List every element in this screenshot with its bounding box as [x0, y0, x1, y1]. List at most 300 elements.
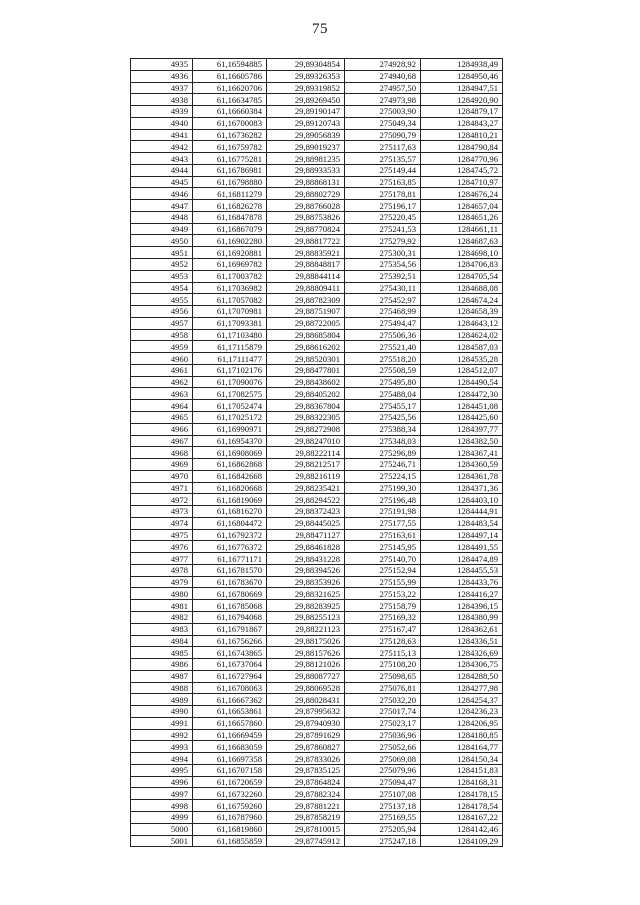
y-coordinate-cell: 1284361,78	[421, 470, 503, 482]
longitude-cell: 29,88353926	[267, 576, 345, 588]
latitude-cell: 61,16736282	[193, 129, 267, 141]
latitude-cell: 61,16819069	[193, 494, 267, 506]
longitude-cell: 29,87882324	[267, 788, 345, 800]
y-coordinate-cell: 1284490,54	[421, 376, 503, 388]
longitude-cell: 29,89056839	[267, 129, 345, 141]
point-number-cell: 4970	[131, 470, 193, 482]
y-coordinate-cell: 1284336,51	[421, 635, 503, 647]
longitude-cell: 29,88751907	[267, 306, 345, 318]
latitude-cell: 61,16720659	[193, 776, 267, 788]
latitude-cell: 61,16605786	[193, 70, 267, 82]
y-coordinate-cell: 1284474,89	[421, 553, 503, 565]
point-number-cell: 4972	[131, 494, 193, 506]
latitude-cell: 61,16594885	[193, 59, 267, 71]
point-number-cell: 4966	[131, 423, 193, 435]
table-row	[131, 576, 503, 588]
table-row	[131, 447, 503, 459]
table-row	[131, 317, 503, 329]
longitude-cell: 29,88817722	[267, 235, 345, 247]
longitude-cell: 29,89019237	[267, 141, 345, 153]
latitude-cell: 61,16620706	[193, 82, 267, 94]
longitude-cell: 29,87860827	[267, 741, 345, 753]
longitude-cell: 29,88802729	[267, 188, 345, 200]
point-number-cell: 4965	[131, 411, 193, 423]
y-coordinate-cell: 1284674,24	[421, 294, 503, 306]
latitude-cell: 61,17082575	[193, 388, 267, 400]
latitude-cell: 61,17052474	[193, 400, 267, 412]
point-number-cell: 4973	[131, 506, 193, 518]
x-coordinate-cell: 275098,65	[345, 670, 421, 682]
x-coordinate-cell: 275108,20	[345, 659, 421, 671]
x-coordinate-cell: 275241,53	[345, 223, 421, 235]
x-coordinate-cell: 275247,18	[345, 835, 421, 847]
x-coordinate-cell: 275076,81	[345, 682, 421, 694]
y-coordinate-cell: 1284843,27	[421, 117, 503, 129]
point-number-cell: 4994	[131, 753, 193, 765]
longitude-cell: 29,88394526	[267, 564, 345, 576]
latitude-cell: 61,16820668	[193, 482, 267, 494]
table-row	[131, 788, 503, 800]
longitude-cell: 29,88461828	[267, 541, 345, 553]
y-coordinate-cell: 1284403,10	[421, 494, 503, 506]
y-coordinate-cell: 1284688,08	[421, 282, 503, 294]
y-coordinate-cell: 1284535,28	[421, 353, 503, 365]
point-number-cell: 4939	[131, 106, 193, 118]
x-coordinate-cell: 274973,98	[345, 94, 421, 106]
longitude-cell: 29,87810015	[267, 823, 345, 835]
longitude-cell: 29,88216119	[267, 470, 345, 482]
y-coordinate-cell: 1284362,61	[421, 623, 503, 635]
table-row	[131, 823, 503, 835]
x-coordinate-cell: 275003,90	[345, 106, 421, 118]
latitude-cell: 61,16847878	[193, 211, 267, 223]
table-row	[131, 282, 503, 294]
x-coordinate-cell: 275167,47	[345, 623, 421, 635]
latitude-cell: 61,16707158	[193, 764, 267, 776]
table-row	[131, 59, 503, 71]
longitude-cell: 29,89319852	[267, 82, 345, 94]
point-number-cell: 4974	[131, 517, 193, 529]
point-number-cell: 4963	[131, 388, 193, 400]
x-coordinate-cell: 275049,34	[345, 117, 421, 129]
table-row	[131, 753, 503, 765]
longitude-cell: 29,87835125	[267, 764, 345, 776]
y-coordinate-cell: 1284277,98	[421, 682, 503, 694]
point-number-cell: 4957	[131, 317, 193, 329]
table-row	[131, 741, 503, 753]
y-coordinate-cell: 1284380,99	[421, 611, 503, 623]
table-row	[131, 153, 503, 165]
x-coordinate-cell: 275348,03	[345, 435, 421, 447]
point-number-cell: 5000	[131, 823, 193, 835]
longitude-cell: 29,87833026	[267, 753, 345, 765]
y-coordinate-cell: 1284947,51	[421, 82, 503, 94]
x-coordinate-cell: 275196,48	[345, 494, 421, 506]
table-row	[131, 729, 503, 741]
longitude-cell: 29,88221123	[267, 623, 345, 635]
table-row	[131, 388, 503, 400]
table-row	[131, 70, 503, 82]
y-coordinate-cell: 1284810,21	[421, 129, 503, 141]
latitude-cell: 61,16697358	[193, 753, 267, 765]
point-number-cell: 4945	[131, 176, 193, 188]
y-coordinate-cell: 1284167,22	[421, 812, 503, 824]
latitude-cell: 61,16842668	[193, 470, 267, 482]
latitude-cell: 61,17025172	[193, 411, 267, 423]
point-number-cell: 4999	[131, 812, 193, 824]
y-coordinate-cell: 1284920,90	[421, 94, 503, 106]
latitude-cell: 61,16816270	[193, 506, 267, 518]
x-coordinate-cell: 275220,45	[345, 211, 421, 223]
y-coordinate-cell: 1284658,39	[421, 306, 503, 318]
longitude-cell: 29,88294522	[267, 494, 345, 506]
x-coordinate-cell: 275488,04	[345, 388, 421, 400]
longitude-cell: 29,88028431	[267, 694, 345, 706]
point-number-cell: 4981	[131, 600, 193, 612]
latitude-cell: 61,17103480	[193, 329, 267, 341]
latitude-cell: 61,16920881	[193, 247, 267, 259]
latitude-cell: 61,16826278	[193, 200, 267, 212]
latitude-cell: 61,16780669	[193, 588, 267, 600]
y-coordinate-cell: 1284151,83	[421, 764, 503, 776]
table-row	[131, 141, 503, 153]
point-number-cell: 4979	[131, 576, 193, 588]
y-coordinate-cell: 1284109,29	[421, 835, 503, 847]
x-coordinate-cell: 275169,32	[345, 611, 421, 623]
x-coordinate-cell: 275115,13	[345, 647, 421, 659]
longitude-cell: 29,88835921	[267, 247, 345, 259]
point-number-cell: 4993	[131, 741, 193, 753]
table-row	[131, 694, 503, 706]
longitude-cell: 29,88235421	[267, 482, 345, 494]
table-row	[131, 459, 503, 471]
point-number-cell: 4997	[131, 788, 193, 800]
x-coordinate-cell: 275354,56	[345, 259, 421, 271]
point-number-cell: 4937	[131, 82, 193, 94]
table-row	[131, 553, 503, 565]
longitude-cell: 29,87864824	[267, 776, 345, 788]
table-row	[131, 200, 503, 212]
point-number-cell: 5001	[131, 835, 193, 847]
x-coordinate-cell: 275392,51	[345, 270, 421, 282]
latitude-cell: 61,16657860	[193, 717, 267, 729]
table-row	[131, 706, 503, 718]
y-coordinate-cell: 1284745,72	[421, 164, 503, 176]
latitude-cell: 61,16700083	[193, 117, 267, 129]
y-coordinate-cell: 1284483,54	[421, 517, 503, 529]
longitude-cell: 29,88069528	[267, 682, 345, 694]
table-row	[131, 294, 503, 306]
latitude-cell: 61,16783670	[193, 576, 267, 588]
table-row	[131, 270, 503, 282]
latitude-cell: 61,16667362	[193, 694, 267, 706]
longitude-cell: 29,89190147	[267, 106, 345, 118]
latitude-cell: 61,16787960	[193, 812, 267, 824]
y-coordinate-cell: 1284657,04	[421, 200, 503, 212]
table-row	[131, 812, 503, 824]
table-row	[131, 647, 503, 659]
point-number-cell: 4971	[131, 482, 193, 494]
table-row	[131, 659, 503, 671]
longitude-cell: 29,87745912	[267, 835, 345, 847]
longitude-cell: 29,88477801	[267, 364, 345, 376]
x-coordinate-cell: 275163,85	[345, 176, 421, 188]
longitude-cell: 29,88520301	[267, 353, 345, 365]
longitude-cell: 29,87881221	[267, 800, 345, 812]
longitude-cell: 29,88933533	[267, 164, 345, 176]
point-number-cell: 4944	[131, 164, 193, 176]
longitude-cell: 29,88782309	[267, 294, 345, 306]
longitude-cell: 29,88157626	[267, 647, 345, 659]
x-coordinate-cell: 274928,92	[345, 59, 421, 71]
point-number-cell: 4967	[131, 435, 193, 447]
latitude-cell: 61,16862868	[193, 459, 267, 471]
x-coordinate-cell: 275177,55	[345, 517, 421, 529]
latitude-cell: 61,17003782	[193, 270, 267, 282]
latitude-cell: 61,16819860	[193, 823, 267, 835]
x-coordinate-cell: 275090,79	[345, 129, 421, 141]
latitude-cell: 61,16708063	[193, 682, 267, 694]
x-coordinate-cell: 275169,55	[345, 812, 421, 824]
point-number-cell: 4998	[131, 800, 193, 812]
latitude-cell: 61,16804472	[193, 517, 267, 529]
table-row	[131, 306, 503, 318]
latitude-cell: 61,16653861	[193, 706, 267, 718]
latitude-cell: 61,16634785	[193, 94, 267, 106]
point-number-cell: 4953	[131, 270, 193, 282]
x-coordinate-cell: 275506,36	[345, 329, 421, 341]
longitude-cell: 29,88283925	[267, 600, 345, 612]
latitude-cell: 61,17090076	[193, 376, 267, 388]
y-coordinate-cell: 1284472,30	[421, 388, 503, 400]
longitude-cell: 29,88222114	[267, 447, 345, 459]
y-coordinate-cell: 1284451,08	[421, 400, 503, 412]
point-number-cell: 4989	[131, 694, 193, 706]
point-number-cell: 4983	[131, 623, 193, 635]
table-row	[131, 611, 503, 623]
y-coordinate-cell: 1284178,15	[421, 788, 503, 800]
longitude-cell: 29,87940930	[267, 717, 345, 729]
longitude-cell: 29,87995632	[267, 706, 345, 718]
table-row	[131, 541, 503, 553]
point-number-cell: 4975	[131, 529, 193, 541]
longitude-cell: 29,88770824	[267, 223, 345, 235]
point-number-cell: 4976	[131, 541, 193, 553]
x-coordinate-cell: 275163,61	[345, 529, 421, 541]
y-coordinate-cell: 1284433,76	[421, 576, 503, 588]
point-number-cell: 4959	[131, 341, 193, 353]
table-row	[131, 341, 503, 353]
latitude-cell: 61,17036982	[193, 282, 267, 294]
table-row	[131, 776, 503, 788]
x-coordinate-cell: 275017,74	[345, 706, 421, 718]
x-coordinate-cell: 275518,20	[345, 353, 421, 365]
table-row	[131, 329, 503, 341]
point-number-cell: 4968	[131, 447, 193, 459]
x-coordinate-cell: 275296,89	[345, 447, 421, 459]
table-row	[131, 176, 503, 188]
y-coordinate-cell: 1284236,23	[421, 706, 503, 718]
longitude-cell: 29,88087727	[267, 670, 345, 682]
x-coordinate-cell: 275494,47	[345, 317, 421, 329]
table-row	[131, 482, 503, 494]
point-number-cell: 4969	[131, 459, 193, 471]
point-number-cell: 4949	[131, 223, 193, 235]
point-number-cell: 4987	[131, 670, 193, 682]
longitude-cell: 29,88766028	[267, 200, 345, 212]
x-coordinate-cell: 275107,08	[345, 788, 421, 800]
latitude-cell: 61,16660384	[193, 106, 267, 118]
y-coordinate-cell: 1284416,27	[421, 588, 503, 600]
y-coordinate-cell: 1284455,53	[421, 564, 503, 576]
x-coordinate-cell: 275468,99	[345, 306, 421, 318]
longitude-cell: 29,88471127	[267, 529, 345, 541]
point-number-cell: 4935	[131, 59, 193, 71]
table-row	[131, 506, 503, 518]
latitude-cell: 61,16776372	[193, 541, 267, 553]
table-row	[131, 600, 503, 612]
point-number-cell: 4962	[131, 376, 193, 388]
point-number-cell: 4990	[131, 706, 193, 718]
longitude-cell: 29,88121026	[267, 659, 345, 671]
latitude-cell: 61,16785068	[193, 600, 267, 612]
x-coordinate-cell: 274940,68	[345, 70, 421, 82]
x-coordinate-cell: 275079,96	[345, 764, 421, 776]
x-coordinate-cell: 275452,97	[345, 294, 421, 306]
x-coordinate-cell: 275455,17	[345, 400, 421, 412]
y-coordinate-cell: 1284706,83	[421, 259, 503, 271]
latitude-cell: 61,16771171	[193, 553, 267, 565]
y-coordinate-cell: 1284643,12	[421, 317, 503, 329]
table-row	[131, 400, 503, 412]
table-row	[131, 835, 503, 847]
point-number-cell: 4942	[131, 141, 193, 153]
longitude-cell: 29,88848817	[267, 259, 345, 271]
longitude-cell: 29,88175026	[267, 635, 345, 647]
y-coordinate-cell: 1284705,54	[421, 270, 503, 282]
latitude-cell: 61,16743865	[193, 647, 267, 659]
point-number-cell: 4943	[131, 153, 193, 165]
y-coordinate-cell: 1284180,85	[421, 729, 503, 741]
x-coordinate-cell: 275153,22	[345, 588, 421, 600]
x-coordinate-cell: 275246,71	[345, 459, 421, 471]
x-coordinate-cell: 275205,94	[345, 823, 421, 835]
table-row	[131, 517, 503, 529]
y-coordinate-cell: 1284698,10	[421, 247, 503, 259]
point-number-cell: 4951	[131, 247, 193, 259]
latitude-cell: 61,16969782	[193, 259, 267, 271]
x-coordinate-cell: 275300,31	[345, 247, 421, 259]
table-row	[131, 411, 503, 423]
y-coordinate-cell: 1284168,31	[421, 776, 503, 788]
y-coordinate-cell: 1284288,50	[421, 670, 503, 682]
y-coordinate-cell: 1284425,60	[421, 411, 503, 423]
longitude-cell: 29,88255123	[267, 611, 345, 623]
table-row	[131, 470, 503, 482]
longitude-cell: 29,88809411	[267, 282, 345, 294]
point-number-cell: 4952	[131, 259, 193, 271]
y-coordinate-cell: 1284661,11	[421, 223, 503, 235]
latitude-cell: 61,16855859	[193, 835, 267, 847]
table-row	[131, 682, 503, 694]
y-coordinate-cell: 1284360,59	[421, 459, 503, 471]
table-row	[131, 623, 503, 635]
longitude-cell: 29,88981235	[267, 153, 345, 165]
x-coordinate-cell: 275199,30	[345, 482, 421, 494]
x-coordinate-cell: 275032,20	[345, 694, 421, 706]
latitude-cell: 61,16683059	[193, 741, 267, 753]
longitude-cell: 29,87858219	[267, 812, 345, 824]
table-row	[131, 82, 503, 94]
table-row	[131, 364, 503, 376]
table-row	[131, 211, 503, 223]
point-number-cell: 4936	[131, 70, 193, 82]
longitude-cell: 29,88212517	[267, 459, 345, 471]
point-number-cell: 4984	[131, 635, 193, 647]
longitude-cell: 29,88616202	[267, 341, 345, 353]
point-number-cell: 4958	[131, 329, 193, 341]
x-coordinate-cell: 275430,11	[345, 282, 421, 294]
y-coordinate-cell: 1284512,07	[421, 364, 503, 376]
y-coordinate-cell: 1284397,77	[421, 423, 503, 435]
latitude-cell: 61,16954370	[193, 435, 267, 447]
table-row	[131, 164, 503, 176]
longitude-cell: 29,88322305	[267, 411, 345, 423]
x-coordinate-cell: 275135,57	[345, 153, 421, 165]
longitude-cell: 29,88438602	[267, 376, 345, 388]
table-row	[131, 717, 503, 729]
table-row	[131, 800, 503, 812]
y-coordinate-cell: 1284367,41	[421, 447, 503, 459]
longitude-cell: 29,88722005	[267, 317, 345, 329]
y-coordinate-cell: 1284950,46	[421, 70, 503, 82]
x-coordinate-cell: 275224,15	[345, 470, 421, 482]
page-number: 75	[312, 21, 328, 37]
latitude-cell: 61,16759782	[193, 141, 267, 153]
latitude-cell: 61,16756266	[193, 635, 267, 647]
latitude-cell: 61,17115879	[193, 341, 267, 353]
x-coordinate-cell: 275152,94	[345, 564, 421, 576]
point-number-cell: 4961	[131, 364, 193, 376]
latitude-cell: 61,17070981	[193, 306, 267, 318]
x-coordinate-cell: 275145,95	[345, 541, 421, 553]
latitude-cell: 61,16759260	[193, 800, 267, 812]
longitude-cell: 29,88445025	[267, 517, 345, 529]
y-coordinate-cell: 1284770,96	[421, 153, 503, 165]
y-coordinate-cell: 1284587,03	[421, 341, 503, 353]
x-coordinate-cell: 275508,59	[345, 364, 421, 376]
longitude-cell: 29,88405202	[267, 388, 345, 400]
longitude-cell: 29,88868131	[267, 176, 345, 188]
table-row	[131, 129, 503, 141]
x-coordinate-cell: 275155,99	[345, 576, 421, 588]
y-coordinate-cell: 1284444,91	[421, 506, 503, 518]
longitude-cell: 29,89326353	[267, 70, 345, 82]
y-coordinate-cell: 1284396,15	[421, 600, 503, 612]
coordinates-table	[130, 58, 503, 847]
latitude-cell: 61,16669459	[193, 729, 267, 741]
y-coordinate-cell: 1284206,95	[421, 717, 503, 729]
latitude-cell: 61,17093381	[193, 317, 267, 329]
y-coordinate-cell: 1284651,26	[421, 211, 503, 223]
latitude-cell: 61,16798880	[193, 176, 267, 188]
table-row	[131, 94, 503, 106]
table-row	[131, 376, 503, 388]
x-coordinate-cell: 275128,63	[345, 635, 421, 647]
longitude-cell: 29,88685804	[267, 329, 345, 341]
longitude-cell: 29,88372423	[267, 506, 345, 518]
latitude-cell: 61,16732260	[193, 788, 267, 800]
